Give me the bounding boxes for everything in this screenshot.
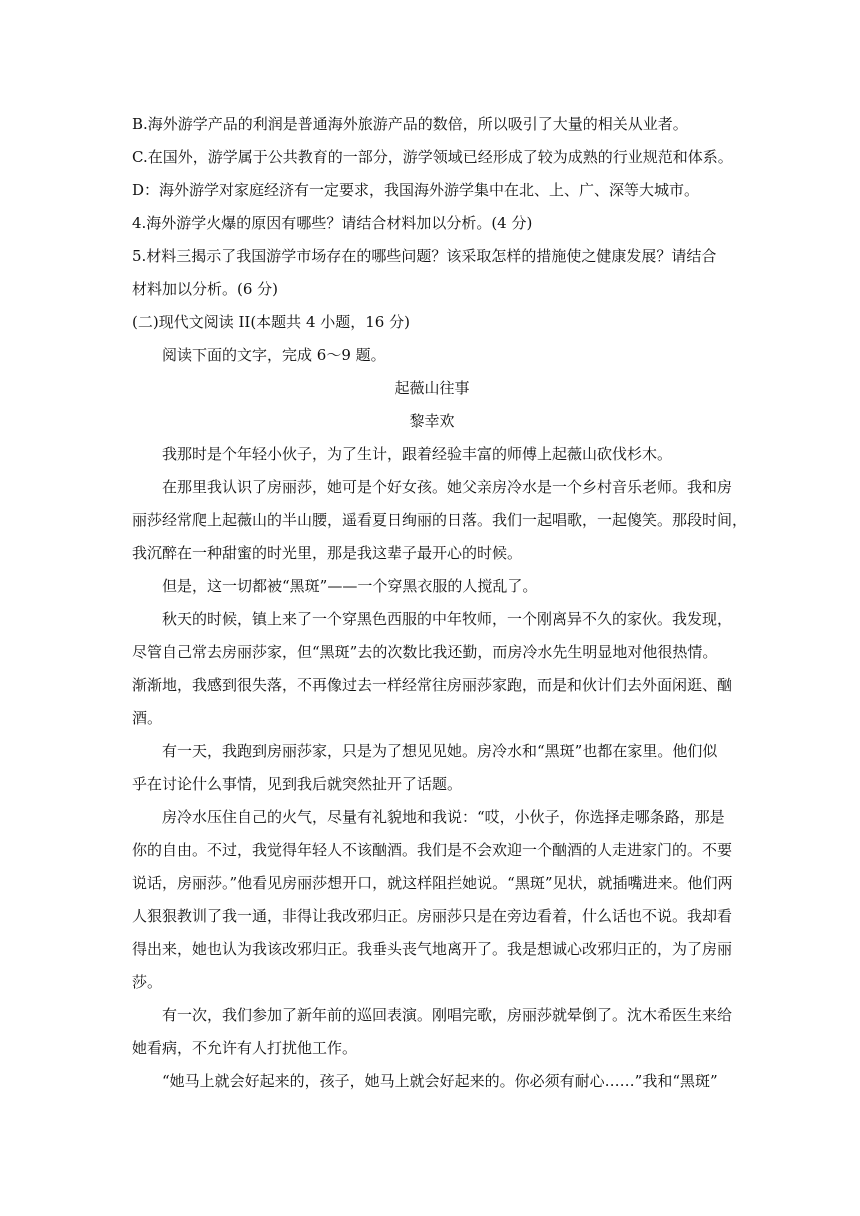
text-line: 秋天的时候，镇上来了一个穿黑色西服的中年牧师，一个刚离异不久的家伙。我发现， (162, 610, 733, 628)
text-line: 房冷水压住自己的火气，尽量有礼貌地和我说：“哎，小伙子，你选择走哪条路，那是 (162, 808, 725, 826)
text-line: 她看病，不允许有人打扰他工作。 (132, 1039, 358, 1057)
text-line: 有一天，我跑到房丽莎家，只是为了想见见她。房冷水和“黑斑”也都在家里。他们似 (162, 742, 718, 760)
text-line: 阅读下面的文字，完成 6～9 题。 (162, 346, 386, 364)
text-line: (二)现代文阅读 II(本题共 4 小题，16 分) (132, 313, 410, 331)
text-line: 黎幸欢 (409, 412, 455, 430)
text-line: 人狠狠教训了我一通，非得让我改邪归正。房丽莎只是在旁边看着，什么话也不说。我却看 (132, 907, 733, 925)
text-line: 材料加以分析。(6 分) (132, 280, 279, 298)
text-line: 在那里我认识了房丽莎，她可是个好女孩。她父亲房冷水是一个乡村音乐老师。我和房 (162, 478, 733, 496)
text-line: 莎。 (132, 973, 163, 991)
text-line: 丽莎经常爬上起薇山的半山腰，遥看夏日绚丽的日落。我们一起唱歌，一起傻笑。那段时间， (132, 511, 748, 529)
text-line: B.海外游学产品的利润是普通海外旅游产品的数倍，所以吸引了大量的相关从业者。 (132, 115, 688, 133)
text-line: 我那时是个年轻小伙子，为了生计，跟着经验丰富的师傅上起薇山砍伐杉木。 (162, 445, 673, 463)
text-line: 起薇山往事 (394, 379, 470, 397)
text-line: 说话，房丽莎。”他看见房丽莎想开口，就这样阻拦她说。“黑斑”见状，就插嘴进来。他们两 (132, 874, 733, 892)
text-line: 渐渐地，我感到很失落，不再像过去一样经常往房丽莎家跑，而是和伙计们去外面闲逛、酗 (132, 676, 733, 694)
text-line: C.在国外，游学属于公共教育的一部分，游学领域已经形成了较为成熟的行业规范和体系。 (132, 148, 733, 166)
text-line: 酒。 (132, 709, 163, 727)
text-line: 有一次，我们参加了新年前的巡回表演。刚唱完歌，房丽莎就晕倒了。沈木希医生来给 (162, 1006, 733, 1024)
text-line: 5.材料三揭示了我国游学市场存在的哪些问题？该采取怎样的措施使之健康发展？请结合 (132, 247, 717, 265)
document-page (132, 108, 748, 1098)
text-line: 乎在讨论什么事情，见到我后就突然扯开了话题。 (132, 775, 463, 793)
text-line: 4.海外游学火爆的原因有哪些？请结合材料加以分析。(4 分) (132, 214, 533, 232)
text-line: 得出来，她也认为我该改邪归正。我垂头丧气地离开了。我是想诚心改邪归正的，为了房丽 (132, 940, 733, 958)
text-line: 尽管自己常去房丽莎家，但“黑斑”去的次数比我还勤，而房冷水先生明显地对他很热情。 (132, 643, 718, 661)
text-line: 我沉醉在一种甜蜜的时光里，那是我这辈子最开心的时候。 (132, 544, 523, 562)
text-line: 但是，这一切都被“黑斑”——一个穿黑衣服的人搅乱了。 (162, 577, 538, 595)
text-line: D：海外游学对家庭经济有一定要求，我国海外游学集中在北、上、广、深等大城市。 (132, 181, 700, 199)
text-line: 你的自由。不过，我觉得年轻人不该酗酒。我们是不会欢迎一个酗酒的人走进家门的。不要 (132, 841, 733, 859)
text-line: “她马上就会好起来的，孩子，她马上就会好起来的。你必须有耐心……”我和“黑斑” (162, 1072, 718, 1090)
